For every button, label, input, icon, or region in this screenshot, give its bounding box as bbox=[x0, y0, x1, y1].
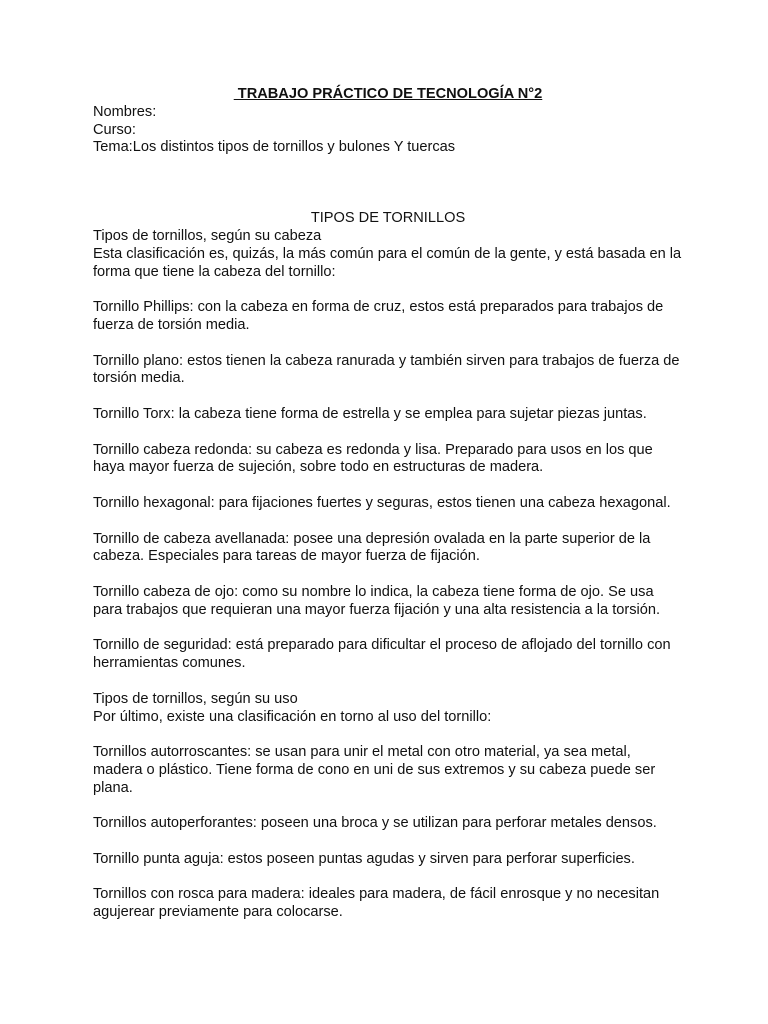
cabeza-intro: Esta clasificación es, quizás, la más común para el común de la gente, y está basada en la forma que tiene la cabeza del tornillo: bbox=[93, 245, 682, 280]
spacer bbox=[93, 157, 683, 210]
tema-field: Tema:Los distintos tipos de tornillos y bulones Y tuercas bbox=[93, 139, 456, 156]
curso-field: Curso: bbox=[93, 121, 136, 138]
paragraph-plano: Tornillo plano: estos tienen la cabeza ranurada y también sirven para trabajos de fuerza de torsión media. bbox=[93, 352, 680, 387]
paragraph-seguridad: Tornillo de seguridad: está preparado para dificultar el proceso de aflojado del tornillo con herramientas comunes. bbox=[93, 637, 671, 672]
nombres-field: Nombres: bbox=[93, 103, 157, 120]
section-title: TIPOS DE TORNILLOS bbox=[310, 210, 466, 227]
paragraph-autoperforantes: Tornillos autoperforantes: poseen una broca y se utilizan para perforar metales densos. bbox=[93, 815, 657, 832]
cabeza-heading: Tipos de tornillos, según su cabeza bbox=[93, 227, 322, 244]
paragraph-hexagonal: Tornillo hexagonal: para fijaciones fuertes y seguras, estos tienen una cabeza hexagonal. bbox=[93, 494, 671, 511]
paragraph-cabeza-ojo: Tornillo cabeza de ojo: como su nombre lo indica, la cabeza tiene forma de ojo. Se usa para trabajos que requieran una mayor fuerza fijación y una alta resistencia a la torsión. bbox=[93, 583, 661, 618]
paragraph-phillips: Tornillo Phillips: con la cabeza en forma de cruz, estos está preparados para trabajos de fuerza de torsión media. bbox=[93, 299, 664, 333]
document-title: TRABAJO PRÁCTICO DE TECNOLOGÍA N°2 bbox=[233, 86, 543, 102]
paragraph-rosca-madera: Tornillos con rosca para madera: ideales para madera, de fácil enrosque y no necesitan agujerear previamente para colocarse. bbox=[93, 886, 660, 921]
paragraph-cabeza-redonda: Tornillo cabeza redonda: su cabeza es redonda y lisa. Preparado para usos en los que haya mayor fuerza de sujeción, sobre todo en estructuras de madera. bbox=[93, 441, 653, 476]
document-page bbox=[93, 86, 683, 922]
uso-intro: Por último, existe una clasificación en torno al uso del tornillo: bbox=[93, 708, 492, 725]
uso-heading: Tipos de tornillos, según su uso bbox=[93, 690, 298, 707]
paragraph-torx: Tornillo Torx: la cabeza tiene forma de estrella y se emplea para sujetar piezas juntas. bbox=[93, 405, 647, 422]
paragraph-avellanada: Tornillo de cabeza avellanada: posee una depresión ovalada en la parte superior de la cabeza. Especiales para tareas de mayor fuerza de fijación. bbox=[93, 530, 651, 565]
paragraph-autorroscantes: Tornillos autorroscantes: se usan para unir el metal con otro material, ya sea metal, madera o plástico. Tiene forma de cono en uni de sus extremos y su cabeza puede ser plana. bbox=[93, 744, 656, 796]
paragraph-punta-aguja: Tornillo punta aguja: estos poseen puntas agudas y sirven para perforar superficies. bbox=[93, 850, 635, 867]
